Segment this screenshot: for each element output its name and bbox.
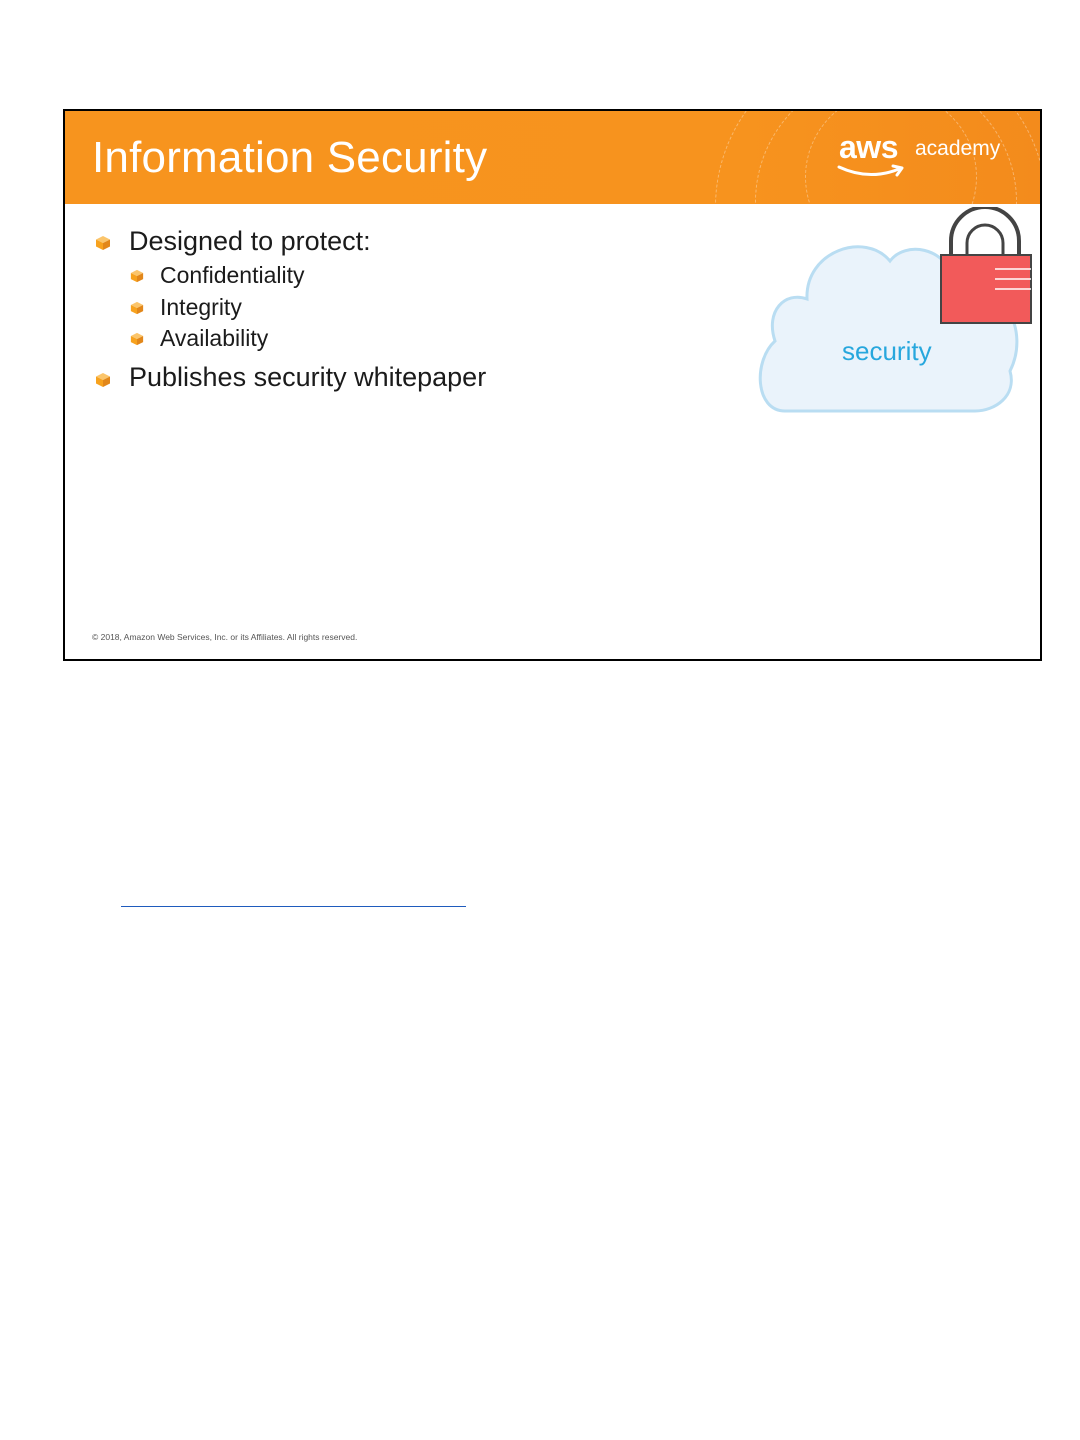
bullet-publishes-whitepaper: Publishes security whitepaper — [129, 362, 487, 392]
padlock-icon — [937, 207, 1037, 327]
sub-bullet-cube-icon — [130, 269, 144, 283]
security-illustration — [755, 211, 1035, 421]
bullet-cube-icon — [95, 372, 111, 388]
logo-suffix: academy — [915, 137, 1001, 160]
cloud-security-label: security — [842, 336, 932, 366]
slide-header — [65, 111, 1040, 204]
slide — [63, 109, 1042, 661]
copyright-footer: © 2018, Amazon Web Services, Inc. or its Affiliates. All rights reserved. — [92, 632, 358, 642]
bullet-designed-to-protect: Designed to protect: — [129, 226, 371, 256]
sub-bullet-cube-icon — [130, 332, 144, 346]
sub-bullet-availability: Availability — [160, 325, 269, 351]
sub-bullet-confidentiality: Confidentiality — [160, 262, 305, 288]
sub-bullet-integrity: Integrity — [160, 294, 242, 320]
bullet-cube-icon — [95, 235, 111, 251]
hyperlink-underline[interactable] — [121, 906, 466, 907]
sub-bullet-cube-icon — [130, 301, 144, 315]
logo-brand: aws — [839, 129, 898, 165]
aws-smile-icon — [837, 163, 909, 183]
aws-academy-logo — [835, 127, 1005, 183]
slide-title: Information Security — [92, 133, 488, 182]
